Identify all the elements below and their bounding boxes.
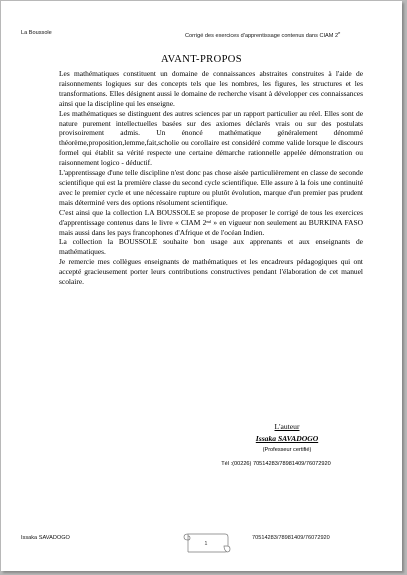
header-book-subtitle: [185, 30, 340, 39]
footer-phone: 70514283/78981409/76072920: [252, 535, 330, 541]
paragraph-thanks: Je remercie mes collègues enseignants de mathématiques et les encadreurs pédagogiques qui ont accepté gracieusement porter leurs contributions constructives pendant l'élaboration de cet manuel scolaire.: [59, 257, 363, 287]
paragraph-nature: Les mathématiques se distinguent des autres sciences par un rapport particulier au réel. Elles sont de nature purement intellectuelles basées sur des axiomes déclarés vrais ou sur des postulats provisoirement admis. Un énoncé mathématique généralement dénommé théorème,proposition,lemme,fait,scholie ou corollaire est considéré comme valide lorsque le discours formel qui établit sa vérité respecte une certaine démarche rationnelle appelée démonstration ou raisonnement logico - déductif.: [59, 108, 363, 168]
page-title: AVANT-PROPOS: [160, 54, 243, 65]
document-page: [1, 1, 402, 571]
paragraph-learning: L'apprentissage d'une telle discipline n'est donc pas chose aisée particulièrement en classe de seconde scientifique qui est la première classe du second cycle scientifique. Elle assure à la fois une continuité avec le premier cycle et une nécessaire rupture ou plutôt évolution, marque d'un premier pas prudent mais déterminé vers des options résolument scientifique.: [59, 168, 363, 207]
paragraph-definition: Les mathématiques constituent un domaine de connaissances abstraites construites à l'aide de raisonnements logiques sur des concepts tels que les nombres, les figures, les structures et les transformations. Elles désignent aussi le domaine de recherche visant à développer ces connaissances ainsi que la discipline qui les enseigne.: [59, 69, 363, 108]
header-subtitle-text: Corrigé des exercices d'apprentissage contenus dans CIAM 2: [185, 32, 339, 39]
signature-name: Issaka SAVADOGO: [255, 434, 319, 443]
header-book-name: La Boussole: [21, 30, 52, 36]
footer-author: Issaka SAVADOGO: [21, 535, 70, 541]
paragraph-collection: C'est ainsi que la collection LA BOUSSOLE se propose de proposer le corrigé de tous les exercices d'apprentissage contenus dans le livre « CIAM 2ⁿᵈ » en vigueur non seulement au BURKINA FASO mais aussi dans les pays francophones d'Afrique et de l'océan Indien.: [59, 207, 363, 237]
signature-role: L'auteur: [274, 422, 300, 431]
header-subtitle-superscript: e: [338, 30, 341, 35]
foreword-body: [59, 69, 363, 287]
signature-title: (Professeur certifié): [262, 447, 312, 453]
paragraph-wishes: La collection la BOUSSOLE souhaite bon usage aux apprenants et aux enseignants de mathématiques.: [59, 237, 363, 257]
page-number: 1: [204, 541, 208, 547]
signature-telephone: Tél :(00226) 70514283/78981409/76072920: [221, 461, 331, 467]
